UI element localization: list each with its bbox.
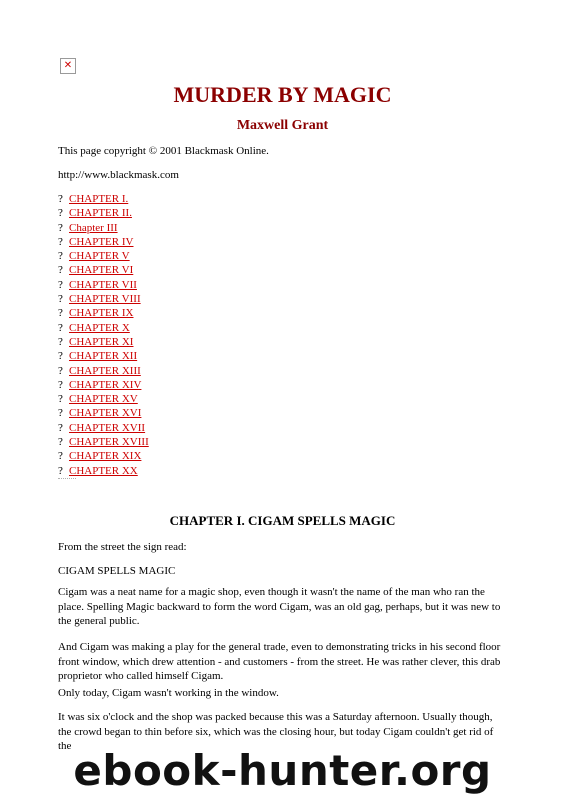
toc-bullet: ? [58, 464, 63, 477]
toc-bullet: ? [58, 264, 63, 277]
broken-image-glyph: ✕ [63, 60, 73, 71]
toc-bullet: ? [58, 307, 63, 320]
chapter-heading: CHAPTER I. CIGAM SPELLS MAGIC [169, 513, 396, 528]
toc-item [58, 335, 149, 349]
toc-bullet: ? [58, 221, 63, 234]
toc-link[interactable]: CHAPTER XX [69, 464, 138, 477]
site-url: http://www.blackmask.com [58, 169, 179, 181]
book-title: MURDER BY MAGIC [173, 82, 392, 107]
toc-item [58, 421, 149, 435]
toc-item [58, 464, 149, 478]
toc-item [58, 192, 149, 206]
toc-item [58, 435, 149, 449]
toc-item [58, 292, 149, 306]
toc-item [58, 406, 149, 420]
toc-link[interactable]: CHAPTER XV [69, 393, 138, 406]
toc-link[interactable]: CHAPTER XIII [69, 364, 141, 377]
toc-item [58, 364, 149, 378]
broken-image-icon [60, 58, 76, 74]
toc-item [58, 221, 149, 235]
toc-bullet: ? [58, 207, 63, 220]
clipped-list-edge [58, 478, 76, 482]
toc-link[interactable]: CHAPTER XVII [69, 421, 146, 434]
toc-link[interactable]: CHAPTER XVI [69, 407, 142, 420]
toc-link[interactable]: CHAPTER IX [69, 307, 134, 320]
toc-item [58, 278, 149, 292]
chapter-paragraph: And Cigam was making a play for the general trade, even to demonstrating tricks in his second floor front window, which drew attention - and customers - from the street. He was rather clever, this drab proprietor who called himself Cigam. [58, 641, 501, 682]
toc-link[interactable]: CHAPTER XII [69, 350, 138, 363]
toc-item [58, 263, 149, 277]
toc-item [58, 306, 149, 320]
toc-item [58, 321, 149, 335]
toc-link[interactable]: CHAPTER XI [69, 335, 134, 348]
toc-bullet: ? [58, 436, 63, 449]
toc-bullet: ? [58, 321, 63, 334]
toc-link[interactable]: CHAPTER VII [69, 278, 137, 291]
toc-link[interactable]: CHAPTER I. [69, 193, 129, 205]
toc-bullet: ? [58, 407, 63, 420]
toc-item [58, 206, 149, 220]
toc-link[interactable]: CHAPTER XVIII [69, 436, 149, 449]
toc-link[interactable]: CHAPTER V [69, 250, 130, 263]
toc-link[interactable]: CHAPTER VIII [69, 293, 141, 306]
toc-link[interactable]: CHAPTER XIX [69, 450, 142, 463]
book-author: Maxwell Grant [236, 118, 329, 133]
watermark: ebook-hunter.org [73, 746, 492, 795]
toc-bullet: ? [58, 393, 63, 406]
toc-item [58, 392, 149, 406]
chapter-paragraph: It was six o'clock and the shop was packed because this was a Saturday afternoon. Usually though, the crowd began to thin before six, which was the closing hour, but today Cigam couldn't get rid of the [58, 711, 494, 752]
toc-bullet: ? [58, 278, 63, 291]
toc-item [58, 249, 149, 263]
toc-link[interactable]: CHAPTER II. [69, 207, 132, 220]
toc-link[interactable]: CHAPTER XIV [69, 378, 142, 391]
toc-bullet: ? [58, 378, 63, 391]
table-of-contents [58, 192, 149, 478]
toc-bullet: ? [58, 364, 63, 377]
toc-item [58, 449, 149, 463]
toc-bullet: ? [58, 335, 63, 348]
chapter-paragraph: CIGAM SPELLS MAGIC [58, 565, 176, 577]
copyright-notice: This page copyright © 2001 Blackmask Online. [58, 145, 269, 157]
chapter-paragraph: From the street the sign read: [58, 541, 187, 553]
chapter-paragraph: Only today, Cigam wasn't working in the window. [58, 687, 279, 699]
toc-bullet: ? [58, 193, 63, 205]
toc-bullet: ? [58, 450, 63, 463]
toc-bullet: ? [58, 235, 63, 248]
toc-item [58, 235, 149, 249]
chapter-paragraph: Cigam was a neat name for a magic shop, even though it wasn't the name of the man who ran the place. Spelling Magic backward to form the word Cigam, was an old gag, perhaps, but it was new to the general public. [58, 586, 501, 627]
toc-item [58, 349, 149, 363]
toc-link[interactable]: Chapter III [69, 221, 118, 234]
toc-bullet: ? [58, 421, 63, 434]
toc-link[interactable]: CHAPTER VI [69, 264, 134, 277]
toc-bullet: ? [58, 250, 63, 263]
toc-bullet: ? [58, 293, 63, 306]
toc-link[interactable]: CHAPTER IV [69, 235, 134, 248]
toc-link[interactable]: CHAPTER X [69, 321, 130, 334]
toc-bullet: ? [58, 350, 63, 363]
toc-item [58, 378, 149, 392]
